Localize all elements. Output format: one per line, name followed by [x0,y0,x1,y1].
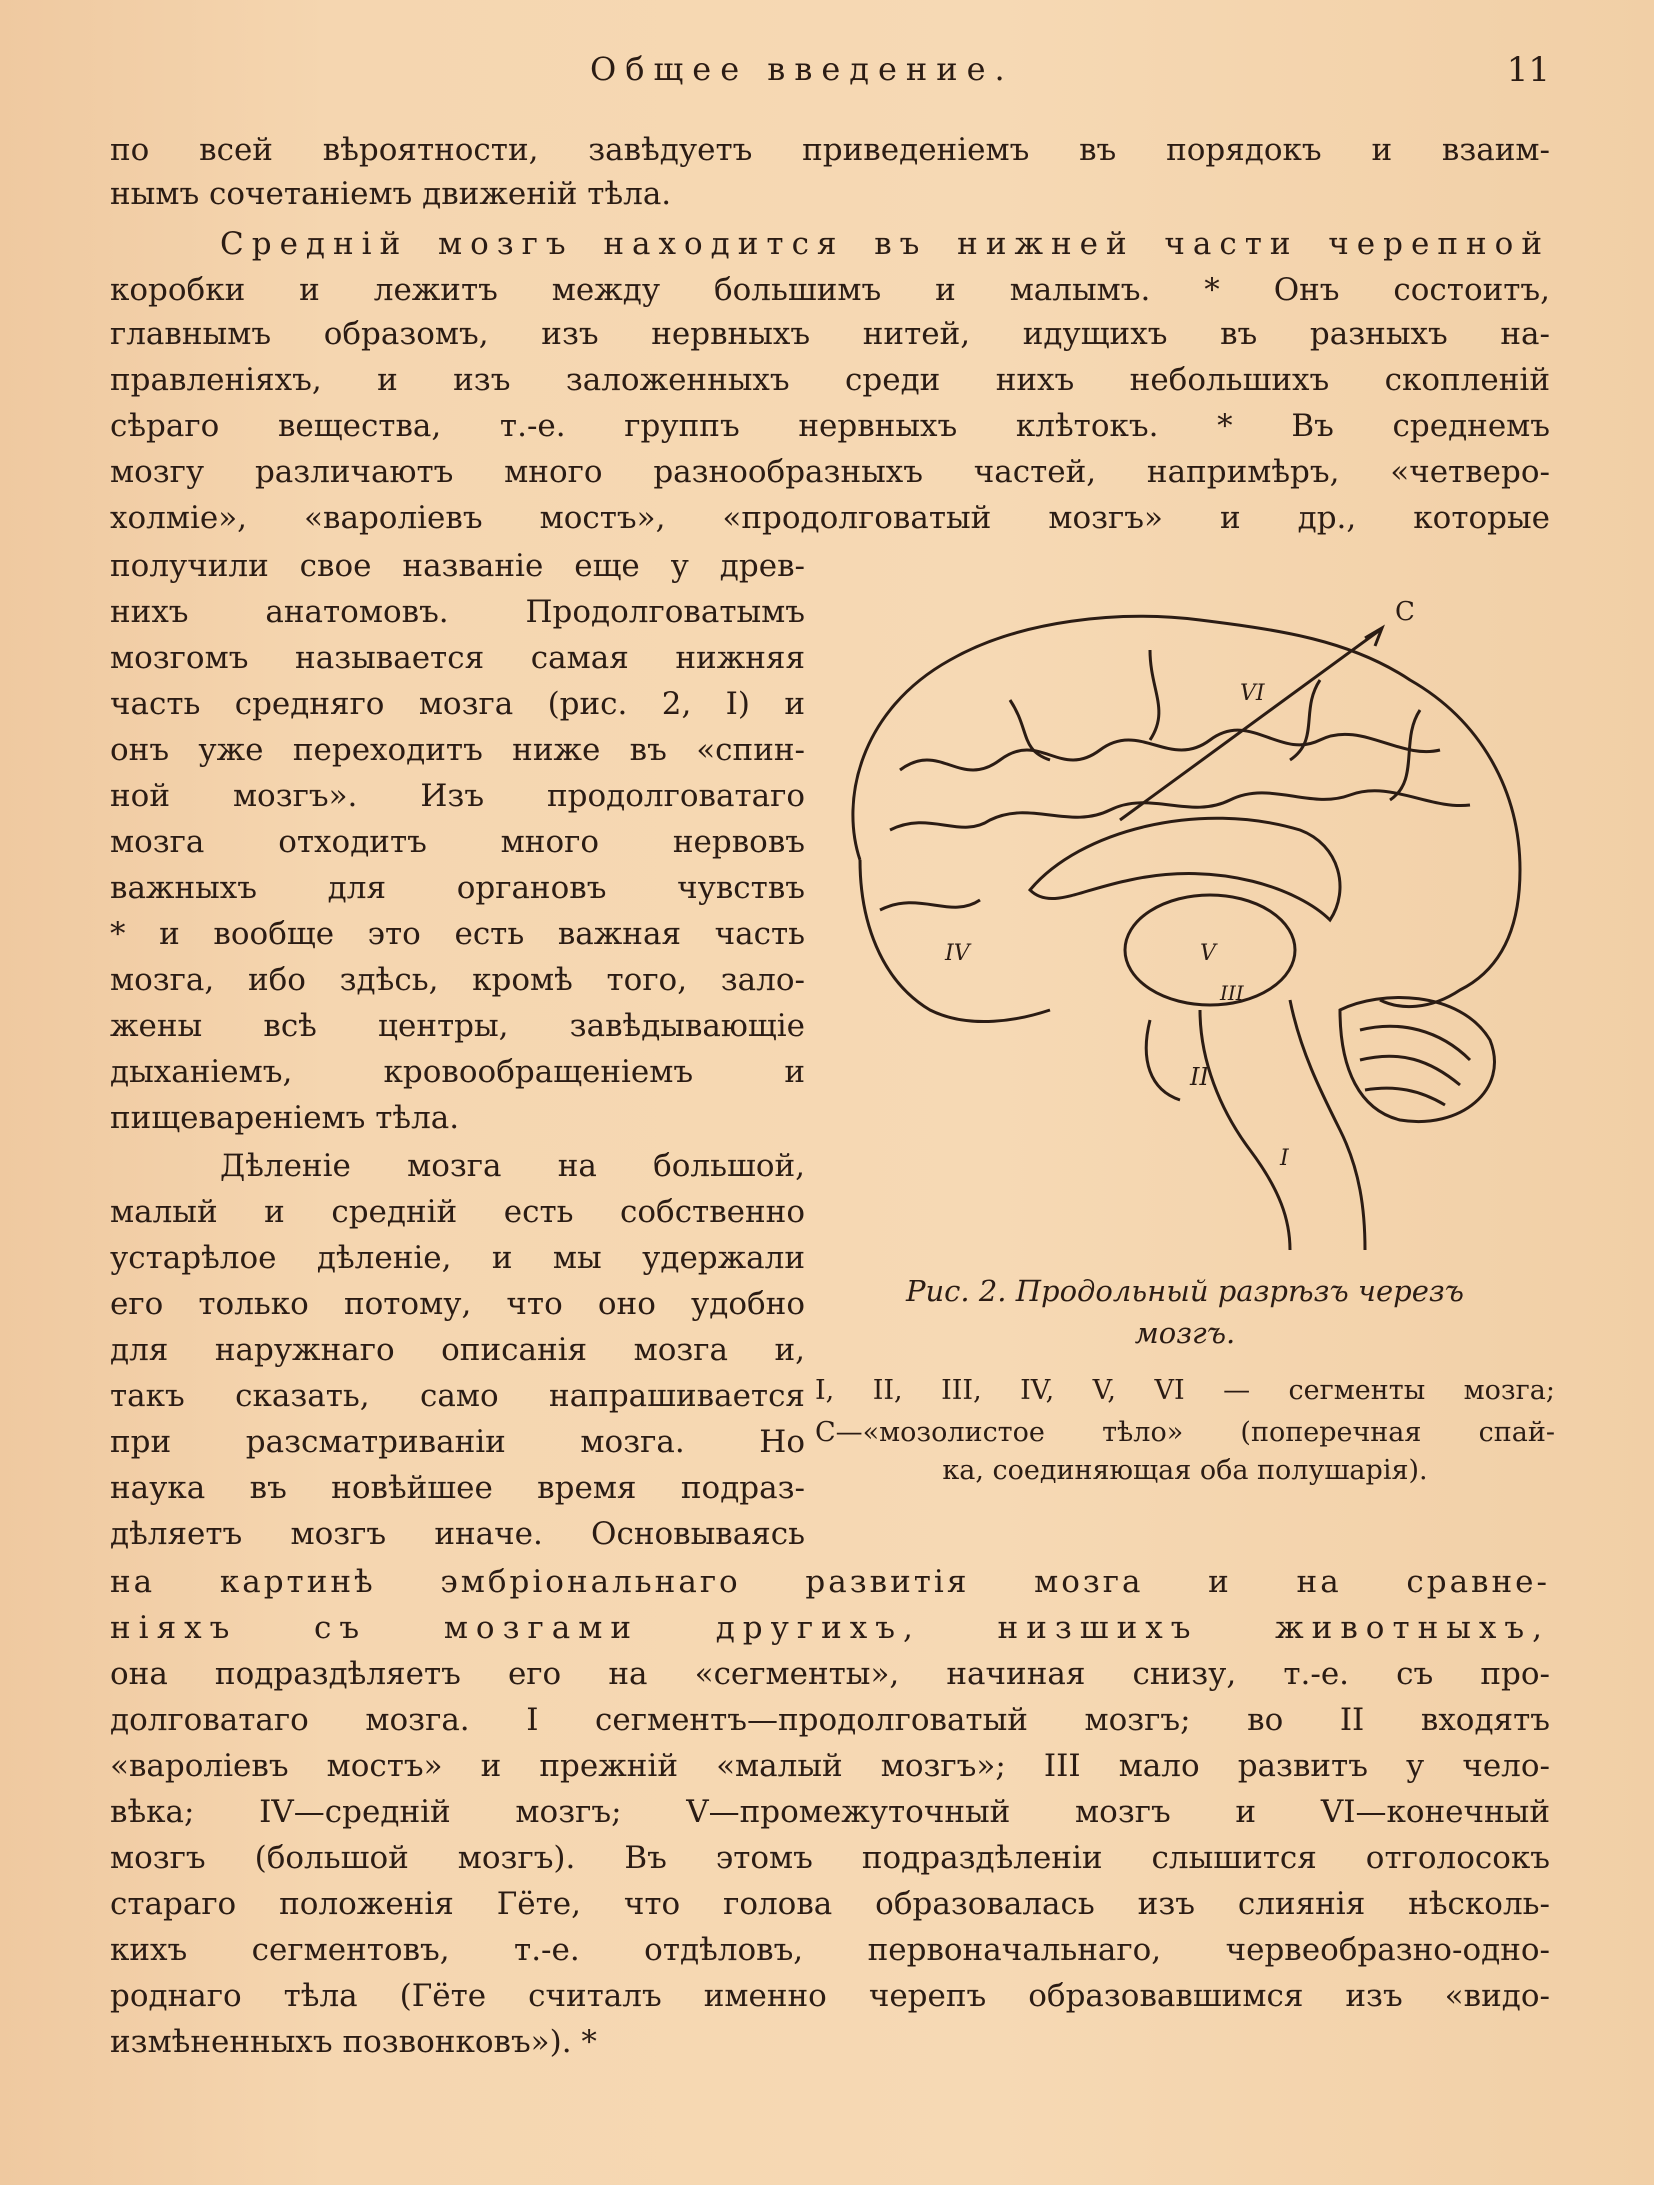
text-line: * и вообще это есть важная часть [110,916,805,952]
brainstem-front [1200,1010,1290,1250]
brainstem-back [1290,1000,1365,1250]
text-line: мозгу различаютъ много разнообразныхъ частей, напримѣръ, «четверо- [110,454,1550,490]
page-header [110,50,1550,100]
text-line: жены всѣ центры, завѣдывающіе [110,1008,805,1044]
text-line: она подраздѣляетъ его на «сегменты», начиная снизу, т.-е. съ про- [110,1656,1550,1692]
text-line: мозгомъ называется самая нижняя [110,640,805,676]
text-line: для наружнаго описанія мозга и, [110,1332,805,1368]
text-line: при разсматриваніи мозга. Но [110,1424,805,1460]
text-line: дѣляетъ мозгъ иначе. Основываясь [110,1516,805,1552]
text-line: часть средняго мозга (рис. 2, I) и [110,686,805,722]
text-line: дыханіемъ, кровообращеніемъ и [110,1054,805,1090]
text-line: важныхъ для органовъ чувствъ [110,870,805,906]
brain-section-figure [820,590,1550,1250]
text-line: мозга, ибо здѣсь, кромѣ того, зало- [110,962,805,998]
text-line: Дѣленіе мозга на большой, [220,1148,805,1184]
label-c: C [1395,597,1415,627]
callosum-pointer [1120,630,1380,820]
label-vi: VI [1240,681,1265,706]
text-line: Средній мозгъ находится въ нижней части черепной [220,226,1550,262]
text-line: по всей вѣроятности, завѣдуетъ приведеніемъ въ порядокъ и взаим- [110,132,1550,168]
text-line: наука въ новѣйшее время подраз- [110,1470,805,1506]
text-line: ніяхъ съ мозгами другихъ, низшихъ животныхъ, [110,1610,1550,1646]
text-line: измѣненныхъ позвонковъ»). * [110,2024,597,2060]
text-line: сѣраго вещества, т.-е. группъ нервныхъ клѣтокъ. * Въ среднемъ [110,408,1550,444]
text-line: правленіяхъ, и изъ заложенныхъ среди нихъ небольшихъ скопленій [110,362,1550,398]
text-line: пищевареніемъ тѣла. [110,1100,460,1136]
label-v: V [1200,941,1216,966]
text-line: нымъ сочетаніемъ движеній тѣла. [110,176,672,212]
page-number: 11 [1506,50,1550,90]
text-line: кихъ сегментовъ, т.-е. отдѣловъ, первоначальнаго, червеобразно-одно- [110,1932,1550,1968]
figure-legend: C—«мозолистое тѣло» (поперечная спай- [815,1417,1555,1448]
text-line: вѣка; IV—средній мозгъ; V—промежуточный мозгъ и VI—конечный [110,1794,1550,1830]
text-line: мозга отходитъ много нервовъ [110,824,805,860]
text-line: его только потому, что оно удобно [110,1286,805,1322]
corpus-callosum [1030,818,1340,920]
text-line: такъ сказать, само напрашивается [110,1378,805,1414]
text-line: устарѣлое дѣленіе, и мы удержали [110,1240,805,1276]
label-iv: IV [945,941,970,966]
text-line: коробки и лежитъ между большимъ и малымъ. * Онъ состоитъ, [110,272,1550,308]
figure-legend: ка, соединяющая оба полушарія). [942,1455,1428,1486]
figure-legend: I, II, III, IV, V, VI — сегменты мозга; [815,1375,1555,1406]
text-line: роднаго тѣла (Гёте считалъ именно черепъ образовавшимся изъ «видо- [110,1978,1550,2014]
figure-caption: Рис. 2. Продольный разрѣзъ черезъ [905,1274,1465,1308]
text-line: стараго положенія Гёте, что голова образовалась изъ слиянія нѣсколь- [110,1886,1550,1922]
label-i: I [1280,1146,1289,1171]
text-line: получили свое названіе еще у древ- [110,548,805,584]
text-line: мозгъ (большой мозгъ). Въ этомъ подраздѣленіи слышится отголосокъ [110,1840,1550,1876]
text-line: на картинѣ эмбріональнаго развитія мозга и на сравне- [110,1564,1550,1600]
text-line: нихъ анатомовъ. Продолговатымъ [110,594,805,630]
pituitary [1146,1020,1180,1100]
text-line: холміе», «вароліевъ мостъ», «продолговатый мозгъ» и др., которые [110,500,1550,536]
text-line: ной мозгъ». Изъ продолговатаго [110,778,805,814]
text-line: онъ уже переходитъ ниже въ «спин- [110,732,805,768]
brain-illustration [820,590,1550,1250]
text-line: «вароліевъ мостъ» и прежній «малый мозгъ»; III мало развитъ у чело- [110,1748,1550,1784]
running-title: Общее введение. [590,50,1014,88]
figure-caption-cont: мозгъ. [1134,1316,1236,1350]
label-ii: II [1190,1063,1209,1091]
text-line: долговатаго мозга. I сегментъ—продолговатый мозгъ; во II входятъ [110,1702,1550,1738]
text-line: главнымъ образомъ, изъ нервныхъ нитей, идущихъ въ разныхъ на- [110,316,1550,352]
label-iii: III [1220,981,1244,1005]
text-line: малый и средній есть собственно [110,1194,805,1230]
